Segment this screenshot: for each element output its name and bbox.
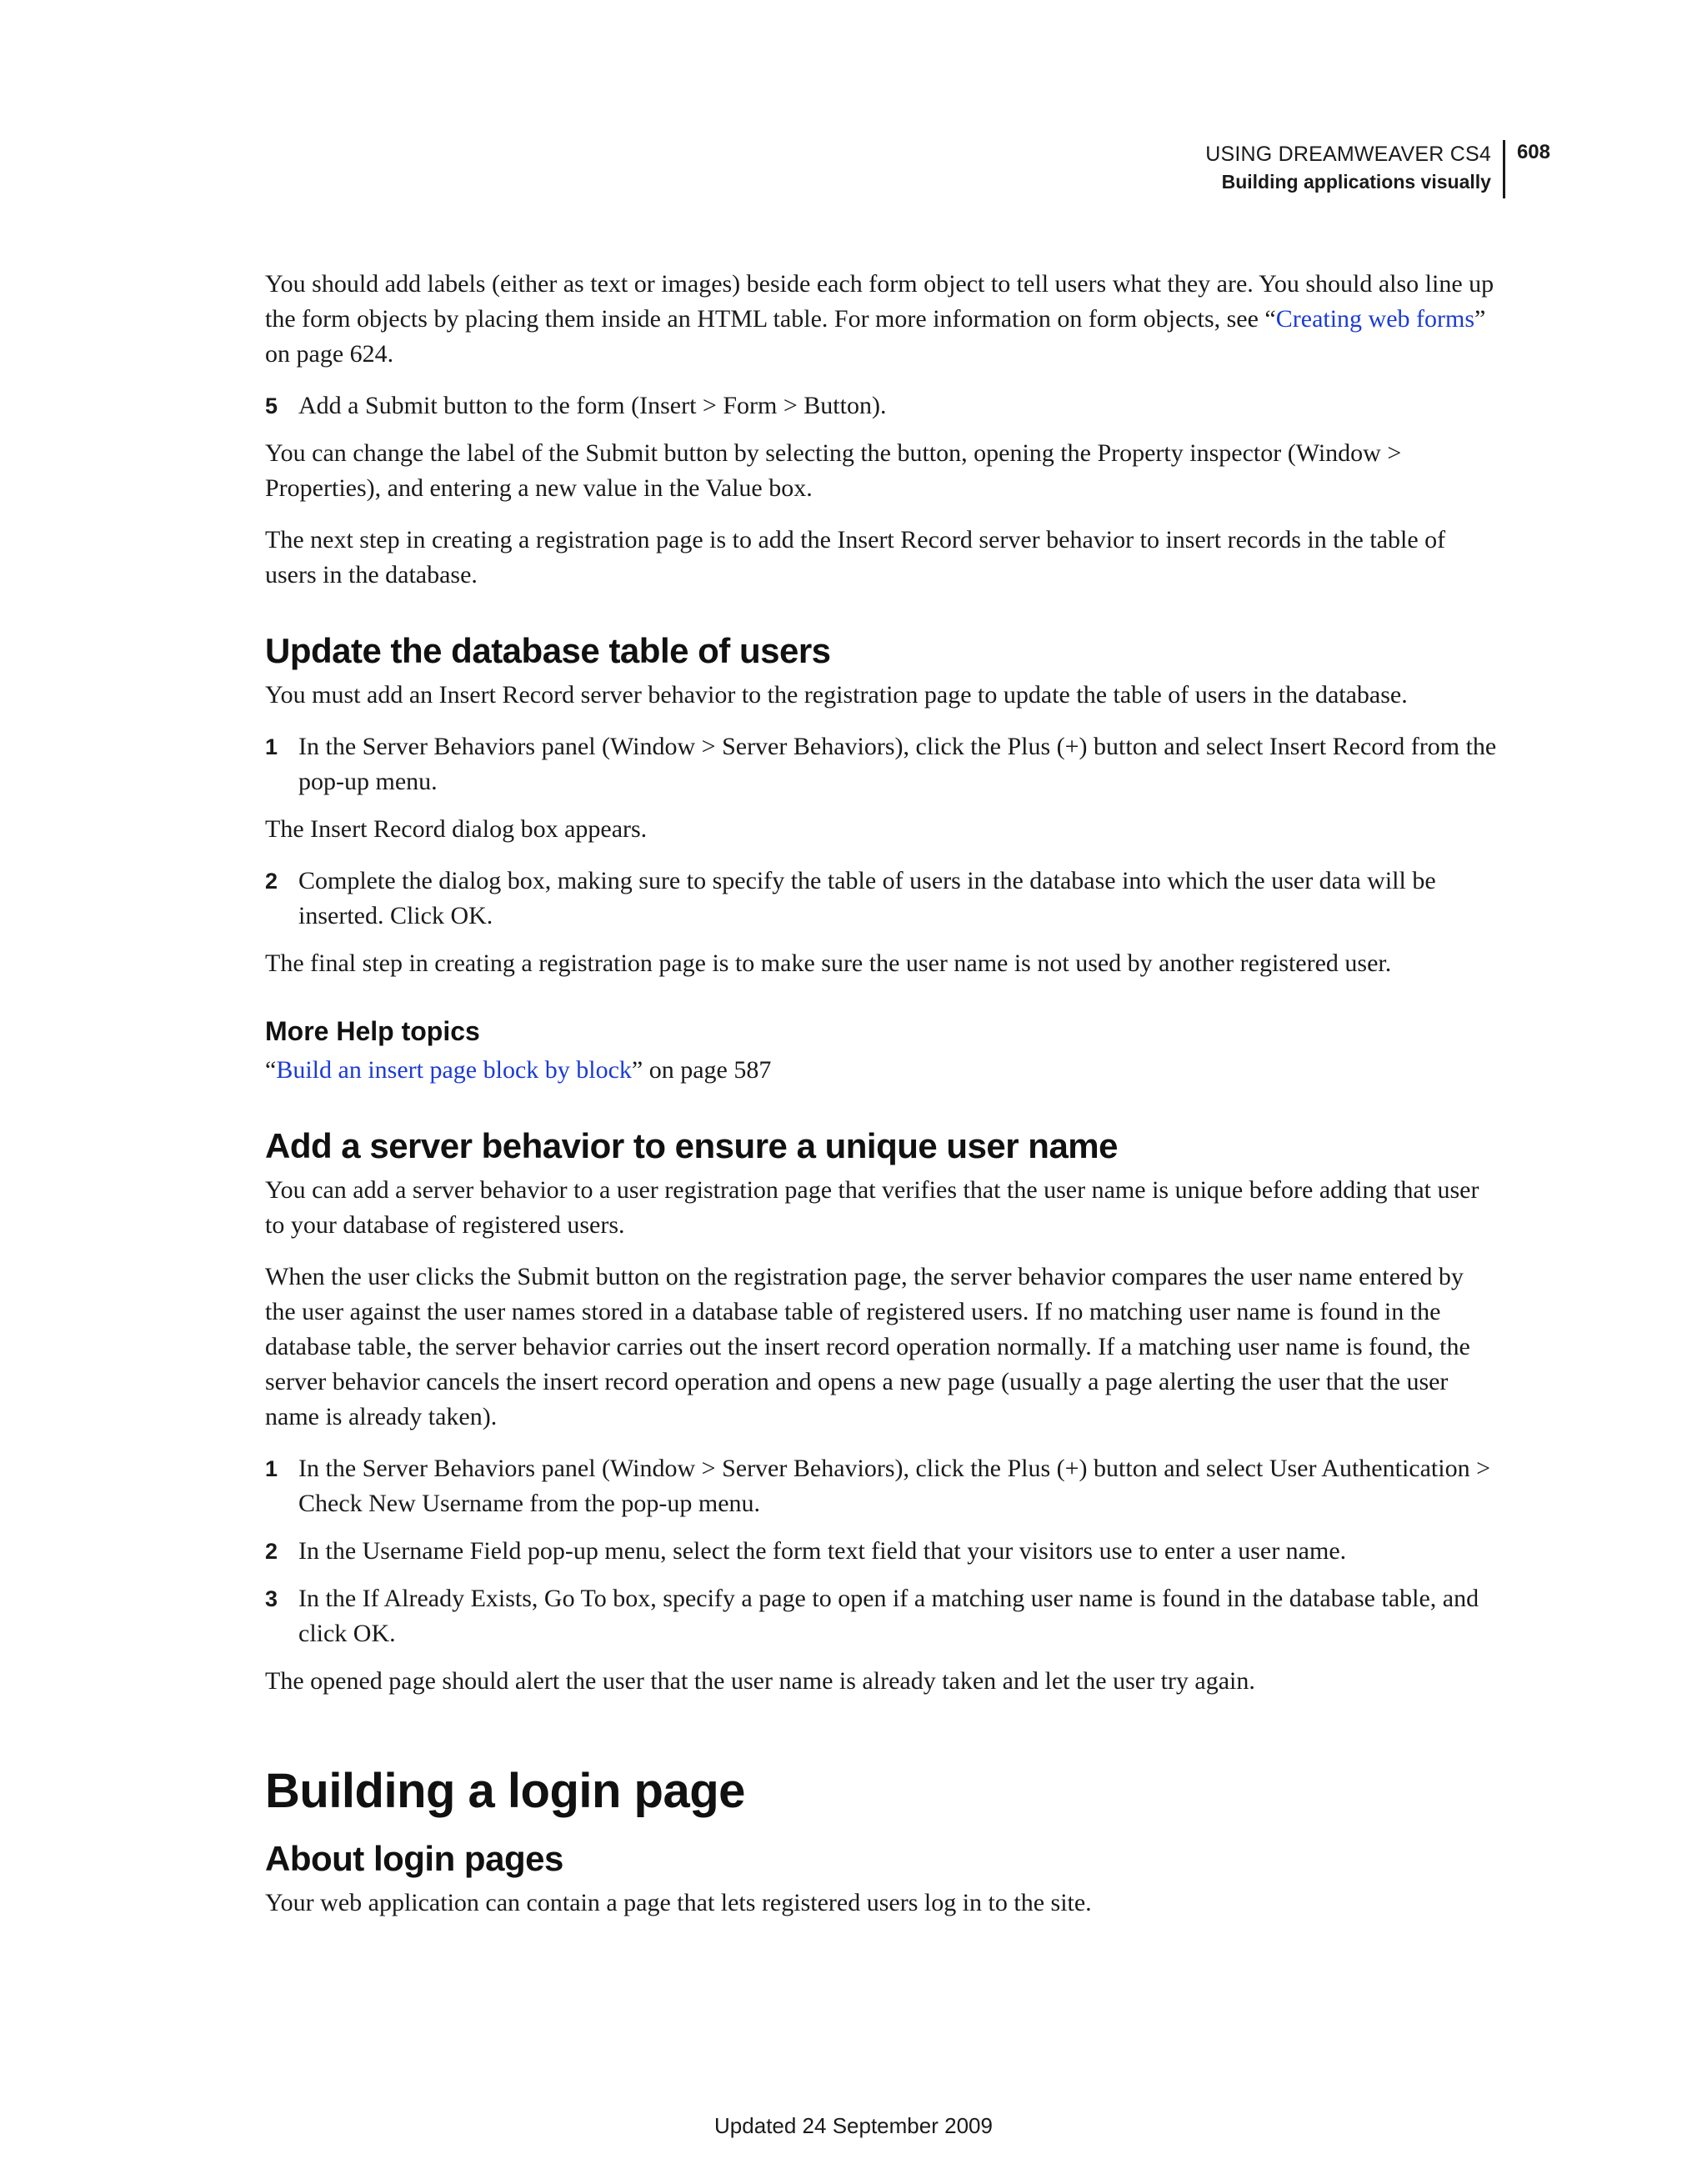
step-number: 1 [265,1456,278,1481]
intro-paragraph-1 [265,267,1499,372]
page-footer: Updated 24 September 2009 [714,2113,993,2138]
chapter-title: Building applications visually [1221,171,1491,193]
step-text: In the Server Behaviors panel (Window > Server Behaviors), click the Plus (+) button and select Insert Record from the pop-up menu. [298,733,1497,795]
unique-step-3 [265,1581,1499,1651]
update-paragraph-3: The final step in creating a registration page is to make sure the user name is not used by another registered user. [265,949,1392,977]
unique-paragraph-2: When the user clicks the Submit button on the registration page, the server behavior compares the user name entered by the user against the user names stored in a database table of registered users. If no matching user name is found in the database table, the server behavior carries out the insert record operation normally. If a matching user name is found, the server behavior cancels the insert record operation and opens a new page (usually a page alerting the user that the user name is already taken). [265,1263,1470,1430]
more-help-heading: More Help topics [265,1016,480,1046]
main-content [265,267,1499,1937]
more-help-page-ref: ” on page 587 [631,1056,772,1084]
step-5 [265,388,1499,423]
more-help-item [265,1053,1499,1088]
running-header-titles [1205,140,1505,198]
step-number: 3 [265,1586,278,1611]
update-step-1 [265,729,1499,799]
page-number: 608 [1516,141,1550,163]
heading-update-database-table: Update the database table of users [265,631,831,670]
step-number: 2 [265,869,278,894]
heading-about-login-pages: About login pages [265,1839,563,1878]
intro-paragraph-3: The next step in creating a registration page is to add the Insert Record server behavior to insert records in the table of users in the database. [265,526,1446,589]
unique-step-1 [265,1451,1499,1521]
login-paragraph-1: Your web application can contain a page that lets registered users log in to the site. [265,1889,1092,1916]
step-text: Add a Submit button to the form (Insert > Form > Button). [298,392,887,419]
running-header [1205,140,1550,198]
update-paragraph-1: You must add an Insert Record server behavior to the registration page to update the table of users in the database. [265,681,1408,709]
intro-paragraph-1-text-b: ” on page 624. [265,305,1486,368]
step-number: 1 [265,734,278,759]
link-creating-web-forms[interactable]: Creating web forms [1275,305,1475,333]
intro-paragraph-2: You can change the label of the Submit button by selecting the button, opening the Property inspector (Window > Properties), and entering a new value in the Value box. [265,439,1402,502]
intro-paragraph-1-text-a: You should add labels (either as text or images) beside each form object to tell users what they are. You should also line up the form objects by placing them inside an HTML table. For more information on form objects, see “ [265,270,1494,333]
book-title: USING DREAMWEAVER CS4 [1205,143,1491,166]
unique-step-2 [265,1534,1499,1569]
heading-building-login-page: Building a login page [265,1764,745,1818]
step-text: In the Username Field pop-up menu, select the form text field that your visitors use to enter a user name. [298,1537,1347,1565]
step-text: In the If Already Exists, Go To box, specify a page to open if a matching user name is found in the database table, and click OK. [298,1585,1479,1647]
heading-unique-user-name: Add a server behavior to ensure a unique user name [265,1126,1119,1165]
step-number: 2 [265,1539,278,1564]
step-text: Complete the dialog box, making sure to specify the table of users in the database into which the user data will be inserted. Click OK. [298,867,1436,929]
unique-paragraph-1: You can add a server behavior to a user registration page that verifies that the user name is unique before adding that user to your database of registered users. [265,1176,1479,1239]
step-number: 5 [265,393,278,418]
update-paragraph-2: The Insert Record dialog box appears. [265,815,648,843]
update-step-2 [265,864,1499,934]
unique-paragraph-3: The opened page should alert the user that the user name is already taken and let the user try again. [265,1667,1255,1695]
link-build-insert-page[interactable]: Build an insert page block by block [276,1056,632,1084]
quote-open: “ [265,1056,277,1084]
step-text: In the Server Behaviors panel (Window > Server Behaviors), click the Plus (+) button and select User Authentication > Check New Username from the pop-up menu. [298,1455,1491,1517]
